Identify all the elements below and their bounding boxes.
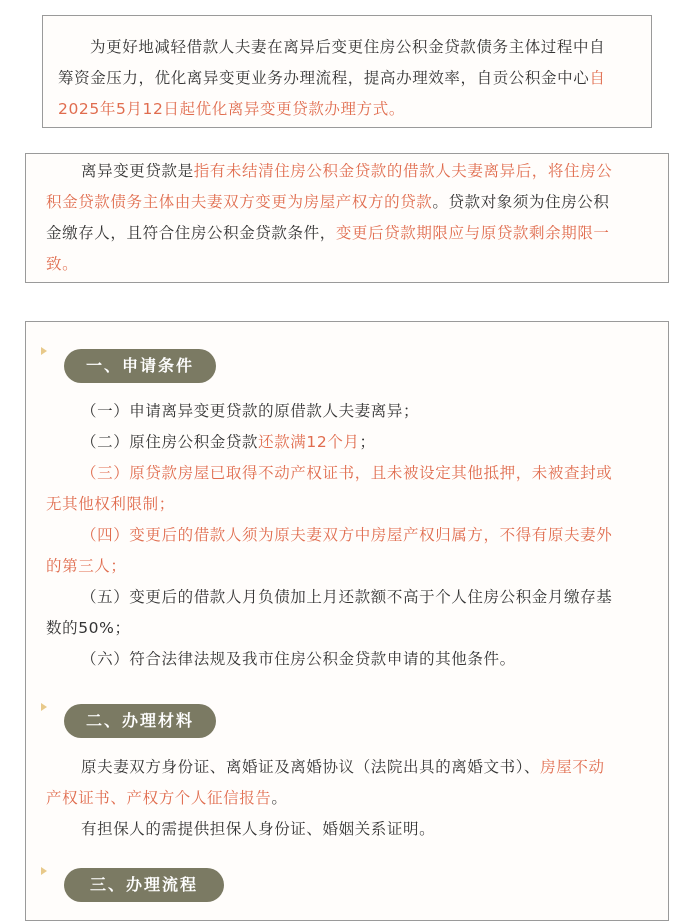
condition-item: [46, 644, 656, 675]
body-text: （二）原住房公积金贷款: [81, 433, 259, 451]
highlight-text: 变更后贷款期限应与原贷款剩余期限一: [335, 224, 610, 242]
highlight-text: 2025年5月12日起优化离异变更贷款办理方式。: [58, 100, 405, 118]
text-line: [58, 63, 640, 94]
materials-list: [46, 752, 656, 845]
condition-item: [46, 520, 656, 582]
section-title-process: 三、办理流程: [64, 868, 224, 902]
intro-paragraph: [58, 32, 640, 125]
text-line: [46, 582, 656, 613]
text-line: [46, 752, 656, 783]
condition-item: [46, 427, 656, 458]
text-line: [46, 613, 656, 644]
text-line: [46, 551, 656, 582]
highlight-text: 自: [589, 69, 606, 87]
body-text: （六）符合法律法规及我市住房公积金贷款申请的其他条件。: [81, 650, 516, 668]
material-item: [46, 752, 656, 814]
text-line: [58, 32, 640, 63]
text-line: [46, 814, 656, 845]
highlight-text: 致。: [46, 255, 79, 273]
highlight-text: 指有未结清住房公积金贷款的借款人夫妻离异后，将住房公: [193, 162, 613, 180]
section-title-materials: 二、办理材料: [64, 704, 216, 738]
body-text: 有担保人的需提供担保人身份证、婚姻关系证明。: [81, 820, 436, 838]
intro-box: [42, 15, 652, 128]
highlight-text: （四）变更后的借款人须为原夫妻双方中房屋产权归属方，不得有原夫妻外: [81, 526, 613, 544]
text-line: [46, 249, 656, 280]
highlight-text: 房屋不动: [540, 758, 605, 776]
highlight-text: 无其他权利限制；: [46, 495, 175, 513]
highlight-text: 积金贷款债务主体由夫妻双方变更为房屋产权方的贷款: [46, 193, 433, 211]
body-text: 离异变更贷款是: [81, 162, 194, 180]
text-line: [46, 396, 656, 427]
body-text: 原夫妻双方身份证、离婚证及离婚协议（法院出具的离婚文书）、: [81, 758, 541, 776]
material-item: [46, 814, 656, 845]
condition-item: [46, 582, 656, 644]
text-line: [46, 520, 656, 551]
definition-paragraph: [46, 156, 656, 280]
text-line: [46, 218, 656, 249]
main-box: [25, 321, 669, 921]
body-text: 。: [271, 789, 288, 807]
condition-item: [46, 396, 656, 427]
body-text: 数的50%；: [46, 619, 131, 637]
section-marker-icon: [41, 347, 47, 355]
body-text: 筹资金压力，优化离异变更业务办理流程，提高办理效率，自贡公积金中心: [58, 69, 590, 87]
body-text: 金缴存人，且符合住房公积金贷款条件，: [46, 224, 336, 242]
body-text: 为更好地减轻借款人夫妻在离异后变更住房公积金贷款债务主体过程中自: [90, 38, 606, 56]
body-text: （一）申请离异变更贷款的原借款人夫妻离异；: [81, 402, 420, 420]
text-line: [46, 458, 656, 489]
body-text: 。贷款对象须为住房公积: [432, 193, 610, 211]
condition-item: [46, 458, 656, 520]
text-line: [46, 783, 656, 814]
text-line: [58, 94, 640, 125]
section-marker-icon: [41, 703, 47, 711]
section-title-conditions: 一、申请条件: [64, 349, 216, 383]
highlight-text: 还款满12个月: [258, 433, 360, 451]
definition-box: [25, 153, 669, 283]
section-marker-icon: [41, 867, 47, 875]
highlight-text: 产权证书、产权方个人征信报告: [46, 789, 272, 807]
text-line: [46, 427, 656, 458]
text-line: [46, 644, 656, 675]
highlight-text: 的第三人；: [46, 557, 127, 575]
body-text: ；: [359, 433, 376, 451]
text-line: [46, 156, 656, 187]
conditions-list: [46, 396, 656, 675]
text-line: [46, 489, 656, 520]
highlight-text: （三）原贷款房屋已取得不动产权证书，且未被设定其他抵押，未被查封或: [81, 464, 613, 482]
text-line: [46, 187, 656, 218]
body-text: （五）变更后的借款人月负债加上月还款额不高于个人住房公积金月缴存基: [81, 588, 613, 606]
